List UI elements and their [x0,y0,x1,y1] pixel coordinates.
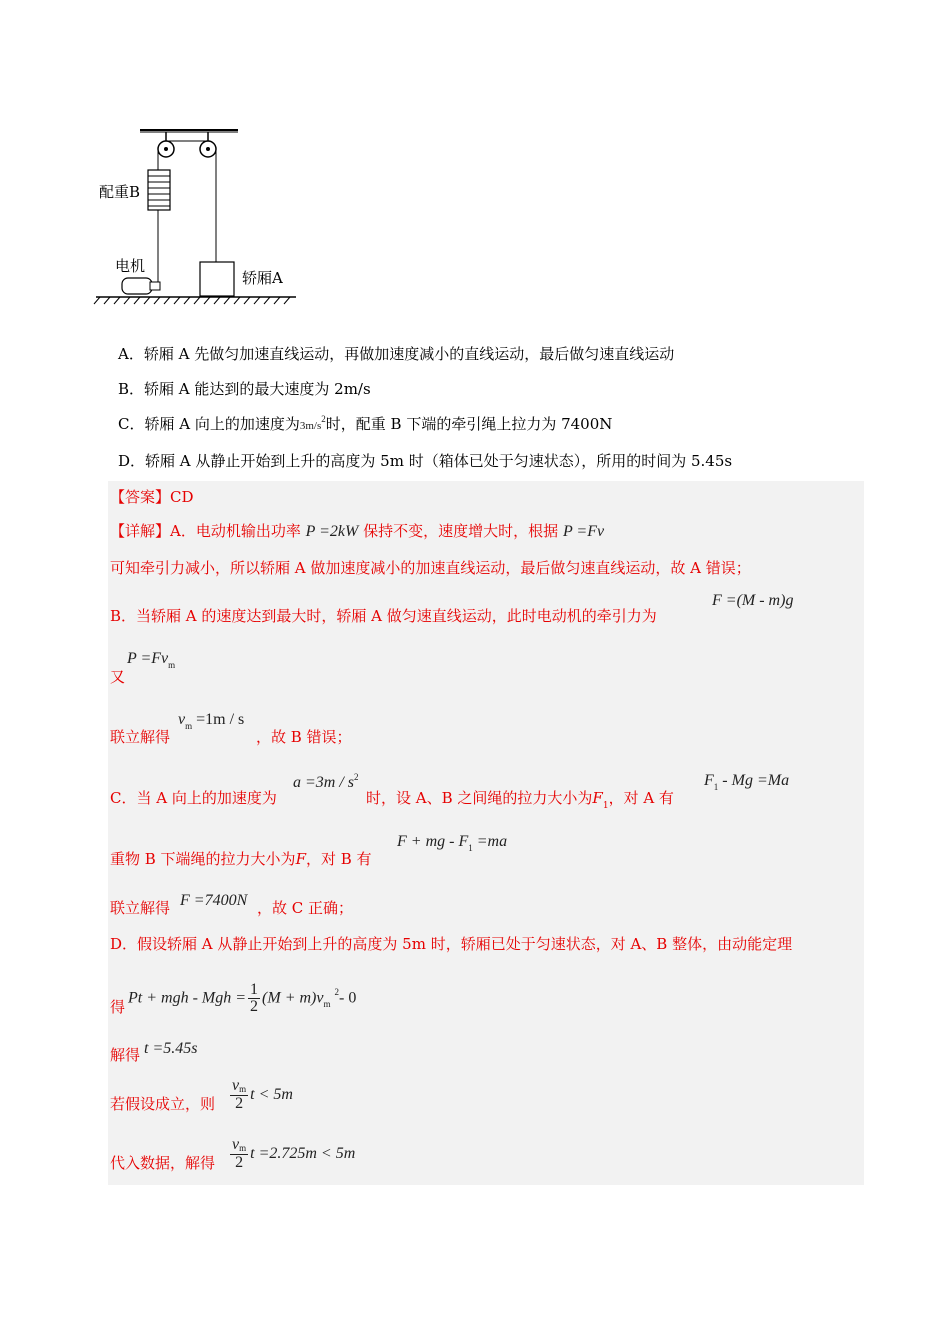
cabin-a [200,262,234,296]
detail-d-if: 若假设成立，则 [110,1095,216,1113]
formula-a-val: $a =3m / s^2$ [293,772,359,791]
detail-b-end: ，故 B 错误； [256,728,352,746]
option-c-exp: 2 [321,414,326,424]
detail-c-end: ，故 C 正确； [257,899,354,917]
detail-d-solve: 解得 [110,1046,141,1064]
detail-b-again: 又 [110,668,126,686]
detail-tag: 【详解】 [110,522,171,540]
formula-p-fv: P =Fv [562,523,605,540]
detail-b-line1: B．当轿厢 A 的速度达到最大时，轿厢 A 做匀速直线运动，此时电动机的牵引力为 [110,607,657,625]
option-b: B．轿厢 A 能达到的最大速度为 2m/s [118,380,371,398]
option-d: D．轿厢 A 从静止开始到上升的高度为 5m 时（箱体已处于匀速状态），所用的时间为 5.45s [118,452,733,470]
option-c [118,413,612,434]
option-c-pre: C．轿厢 A 向上的加速度为 [118,415,300,433]
answer-line [110,486,194,507]
label-cabin: 轿厢A [242,269,283,287]
formula-f-7400: F =7400N [180,892,248,909]
answer-value: CD [170,488,194,506]
formula-vm: $v_m =1m / s$ [178,711,245,731]
detail-a-line2: 可知牵引力减小，所以轿厢 A 做加速度减小的加速直线运动，最后做匀速直线运动，故 A 错误； [110,559,751,577]
formula-p-2kw: P =2kW [305,523,359,540]
formula-eq-a: $F_1 - Mg =Ma$ [704,772,790,792]
detail-c-mid: 时，设 A、B 之间绳的拉力大小为$F_1$，对 A 有 [366,789,674,811]
formula-t: t =5.45s [144,1040,198,1057]
formula-energy: Pt + mgh - Mgh = $\frac{1}{2}$ $(M + m)v_m$ $^2$- 0 [128,981,357,1015]
detail-c-line1: C．当 A 向上的加速度为 [110,789,277,807]
option-c-val: 3m/s [299,420,322,432]
formula-eq-b: F + mg - $F_1 =ma$ [397,833,508,853]
answer-tag: 【答案】 [110,488,171,506]
detail-c-line2: 重物 B 下端绳的拉力大小为F，对 B 有 [110,850,372,868]
label-motor: 电机 [115,257,146,275]
formula-cond1: $\frac{vm}{2}$ t < 5m [232,1077,293,1112]
motor [122,278,152,294]
formula-f-mm: F =(M - m)g [712,592,794,609]
detail-a-line1: 【详解】A．电动机输出功率 P =2kW 保持不变，速度增大时，根据 P =Fv [110,522,605,540]
option-a: A．轿厢 A 先做匀加速直线运动，再做加速度减小的直线运动，最后做匀速直线运动 [118,345,675,363]
formula-cond2: $\frac{vm}{2}$ t =2.725m < 5m [232,1136,356,1171]
detail-c-solve: 联立解得 [110,899,171,917]
detail-d-line1: D．假设轿厢 A 从静止开始到上升的高度为 5m 时，轿厢已处于匀速状态，对 A、B 整体，由动能定理 [110,935,793,953]
detail-b-solve: 联立解得 [110,728,171,746]
formula-p-fvm: $P =Fv_m$ [127,650,176,670]
option-c-post: 时，配重 B 下端的牵引绳上拉力为 7400N [325,415,613,433]
elevator-diagram [90,118,320,308]
label-counterweight: 配重B [99,183,141,201]
detail-d-sub: 代入数据，解得 [110,1154,216,1172]
detail-d-de: 得 [110,998,126,1016]
